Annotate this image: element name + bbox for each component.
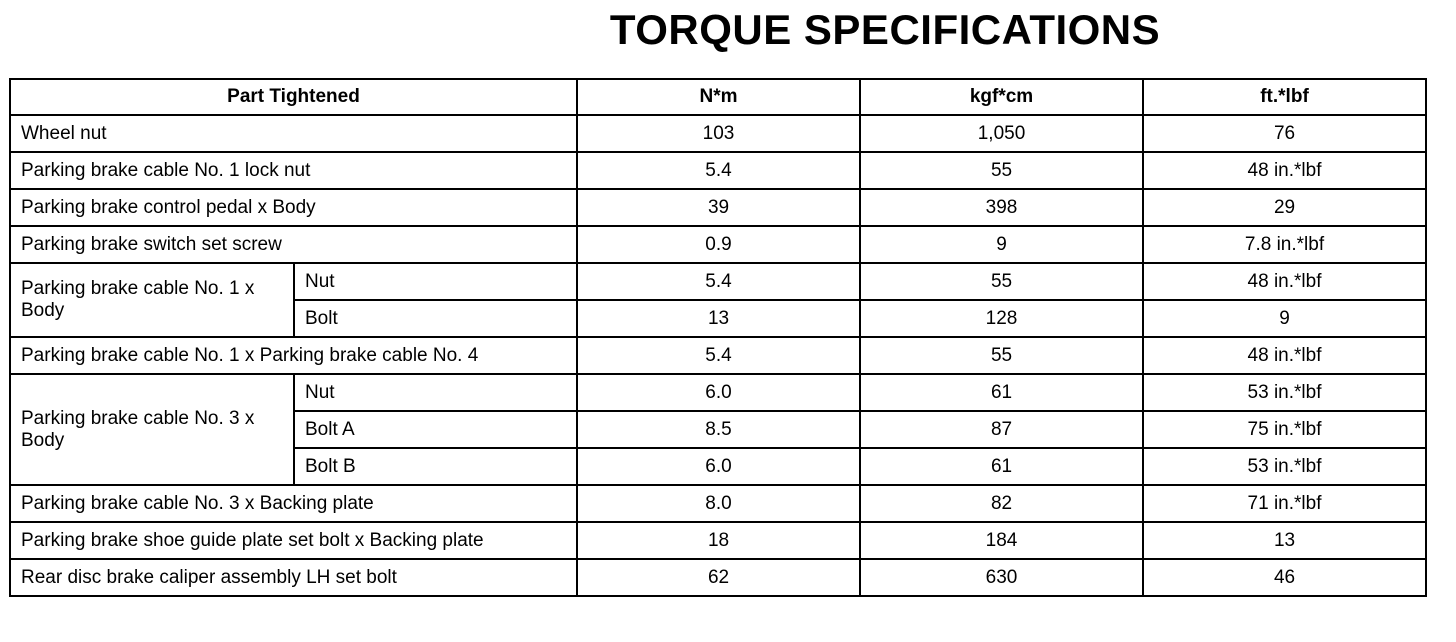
- part-cell: Parking brake cable No. 1 x Parking brake cable No. 4: [10, 337, 577, 374]
- ft-cell: 13: [1143, 522, 1426, 559]
- table-row: [10, 485, 1426, 522]
- kgf-cell: 128: [860, 300, 1143, 337]
- nm-cell: 5.4: [577, 337, 860, 374]
- sub-part-cell: Bolt: [294, 300, 577, 337]
- nm-cell: 5.4: [577, 152, 860, 189]
- kgf-cell: 82: [860, 485, 1143, 522]
- nm-cell: 6.0: [577, 448, 860, 485]
- nm-cell: 8.0: [577, 485, 860, 522]
- kgf-cell: 61: [860, 448, 1143, 485]
- kgf-cell: 55: [860, 263, 1143, 300]
- table-row: [10, 559, 1426, 596]
- table-header-row: [10, 79, 1426, 115]
- nm-cell: 18: [577, 522, 860, 559]
- header-ftlbf: ft.*lbf: [1143, 79, 1426, 115]
- part-cell: Rear disc brake caliper assembly LH set bolt: [10, 559, 577, 596]
- part-cell: Parking brake control pedal x Body: [10, 189, 577, 226]
- ft-cell: 9: [1143, 300, 1426, 337]
- ft-cell: 53 in.*lbf: [1143, 448, 1426, 485]
- nm-cell: 62: [577, 559, 860, 596]
- ft-cell: 48 in.*lbf: [1143, 152, 1426, 189]
- table-row: [10, 374, 1426, 411]
- group-cell: Parking brake cable No. 1 x Body: [10, 263, 294, 337]
- header-part: Part Tightened: [10, 79, 577, 115]
- table-row: [10, 522, 1426, 559]
- nm-cell: 13: [577, 300, 860, 337]
- sub-part-cell: Bolt B: [294, 448, 577, 485]
- table-row: [10, 263, 1426, 300]
- nm-cell: 8.5: [577, 411, 860, 448]
- torque-table: [9, 78, 1427, 597]
- table-row: [10, 115, 1426, 152]
- ft-cell: 76: [1143, 115, 1426, 152]
- ft-cell: 48 in.*lbf: [1143, 263, 1426, 300]
- kgf-cell: 55: [860, 337, 1143, 374]
- part-cell: Parking brake switch set screw: [10, 226, 577, 263]
- table-row: [10, 189, 1426, 226]
- group-cell: Parking brake cable No. 3 x Body: [10, 374, 294, 485]
- page-title: TORQUE SPECIFICATIONS: [609, 6, 1161, 53]
- nm-cell: 0.9: [577, 226, 860, 263]
- nm-cell: 5.4: [577, 263, 860, 300]
- table-row: [10, 152, 1426, 189]
- kgf-cell: 87: [860, 411, 1143, 448]
- ft-cell: 53 in.*lbf: [1143, 374, 1426, 411]
- kgf-cell: 184: [860, 522, 1143, 559]
- table-row: [10, 226, 1426, 263]
- part-cell: Parking brake cable No. 3 x Backing plate: [10, 485, 577, 522]
- kgf-cell: 630: [860, 559, 1143, 596]
- sub-part-cell: Bolt A: [294, 411, 577, 448]
- ft-cell: 7.8 in.*lbf: [1143, 226, 1426, 263]
- kgf-cell: 1,050: [860, 115, 1143, 152]
- kgf-cell: 398: [860, 189, 1143, 226]
- table-row: [10, 337, 1426, 374]
- ft-cell: 71 in.*lbf: [1143, 485, 1426, 522]
- sub-part-cell: Nut: [294, 374, 577, 411]
- ft-cell: 48 in.*lbf: [1143, 337, 1426, 374]
- sub-part-cell: Nut: [294, 263, 577, 300]
- ft-cell: 29: [1143, 189, 1426, 226]
- header-kgf: kgf*cm: [860, 79, 1143, 115]
- header-nm: N*m: [577, 79, 860, 115]
- part-cell: Parking brake cable No. 1 lock nut: [10, 152, 577, 189]
- nm-cell: 103: [577, 115, 860, 152]
- part-cell: Wheel nut: [10, 115, 577, 152]
- kgf-cell: 9: [860, 226, 1143, 263]
- nm-cell: 6.0: [577, 374, 860, 411]
- ft-cell: 75 in.*lbf: [1143, 411, 1426, 448]
- part-cell: Parking brake shoe guide plate set bolt x Backing plate: [10, 522, 577, 559]
- ft-cell: 46: [1143, 559, 1426, 596]
- kgf-cell: 55: [860, 152, 1143, 189]
- nm-cell: 39: [577, 189, 860, 226]
- kgf-cell: 61: [860, 374, 1143, 411]
